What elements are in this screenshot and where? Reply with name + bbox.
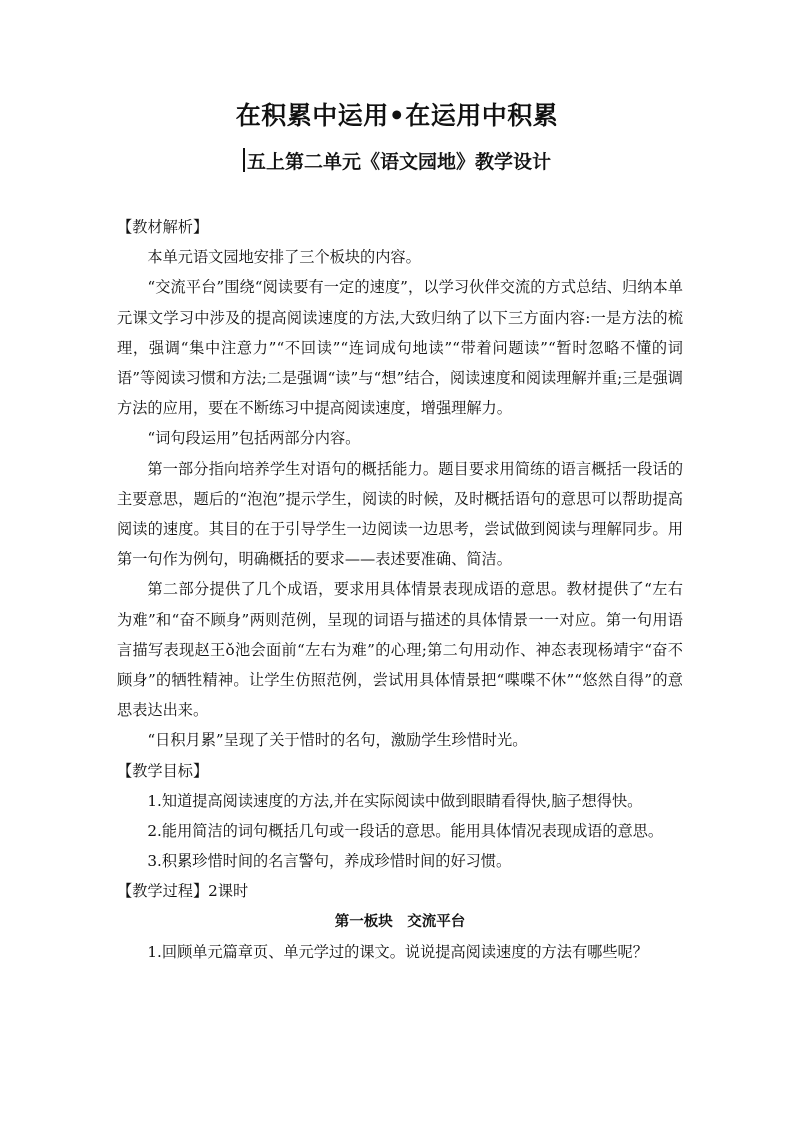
goal-item: 1.知道提高阅读速度的方法,并在实际阅读中做到眼睛看得快,脑子想得快。 [147, 791, 643, 810]
analysis-paragraph-6: “日积月累”呈现了关于惜时的名句，激励学生珍惜时光。 [147, 731, 528, 750]
goal-item: 3.积累珍惜时间的名言警句，养成珍惜时间的好习惯。 [147, 852, 512, 871]
goals-heading: 【教学目标】 [117, 761, 209, 780]
document-subtitle [0, 148, 794, 175]
document-title: 在积累中运用•在运用中积累 [235, 101, 559, 130]
block-heading: 第一板块 交流平台 [334, 913, 466, 930]
analysis-heading: 【教材解析】 [117, 218, 209, 236]
analysis-paragraph-4: 第一部分指向培养学生对语句的概括能力。题目要求用简练的语言概括一段话的主要意思，题后的“泡泡”提示学生，阅读的时候，及时概括语句的意思可以帮助提高阅读的速度。其目的在于引导学生一边阅读一边思考，尝试做到阅读与理解同步。用第一句作为例句，明确概括的要求——表述要准确、简洁。 [117, 459, 683, 569]
process-step: 1.回顾单元篇章页、单元学过的课文。说说提高阅读速度的方法有哪些呢？ [147, 942, 648, 961]
analysis-paragraph-5: 第二部分提供了几个成语，要求用具体情景表现成语的意思。教材提供了“左右为难”和“奋不顾身”两则范例，呈现的词语与描述的具体情景一一对应。第一句用语言描写表现赵王ǒ池会面前“左右为难”的心理;第二句用动作、神态表现杨靖宇“奋不顾身”的牺牲精神。让学生仿照范例，尝试用具体情景把“喋喋不休”“悠然自得”的意思表达出来。 [117, 580, 683, 720]
subtitle-text: 五上第二单元《语文园地》教学设计 [246, 151, 551, 173]
document-body [117, 212, 683, 967]
goal-item: 2.能用简洁的词句概括几句或一段话的意思。能用具体情况表现成语的意思。 [147, 822, 664, 841]
analysis-paragraph-2: “交流平台”围绕“阅读要有一定的速度”，以学习伙伴交流的方式总结、归纳本单元课文学习中涉及的提高阅读速度的方法,大致归纳了以下三方面内容:一是方法的梳理，强调“集中注意力”“不回读”“连词成句地读”“带着问题读”“暂时忽略不懂的词语”等阅读习惯和方法;二是强调“读”与“想”结合，阅读速度和阅读理解并重;三是强调方法的应用，要在不断练习中提高阅读速度，增强理解力。 [117, 278, 683, 418]
subtitle-bar [243, 148, 245, 172]
analysis-paragraph-1: 本单元语文园地安排了三个板块的内容。 [147, 248, 421, 267]
analysis-paragraph-3: “词句段运用”包括两部分内容。 [147, 429, 361, 448]
process-heading: 【教学过程】2课时 [117, 882, 249, 901]
